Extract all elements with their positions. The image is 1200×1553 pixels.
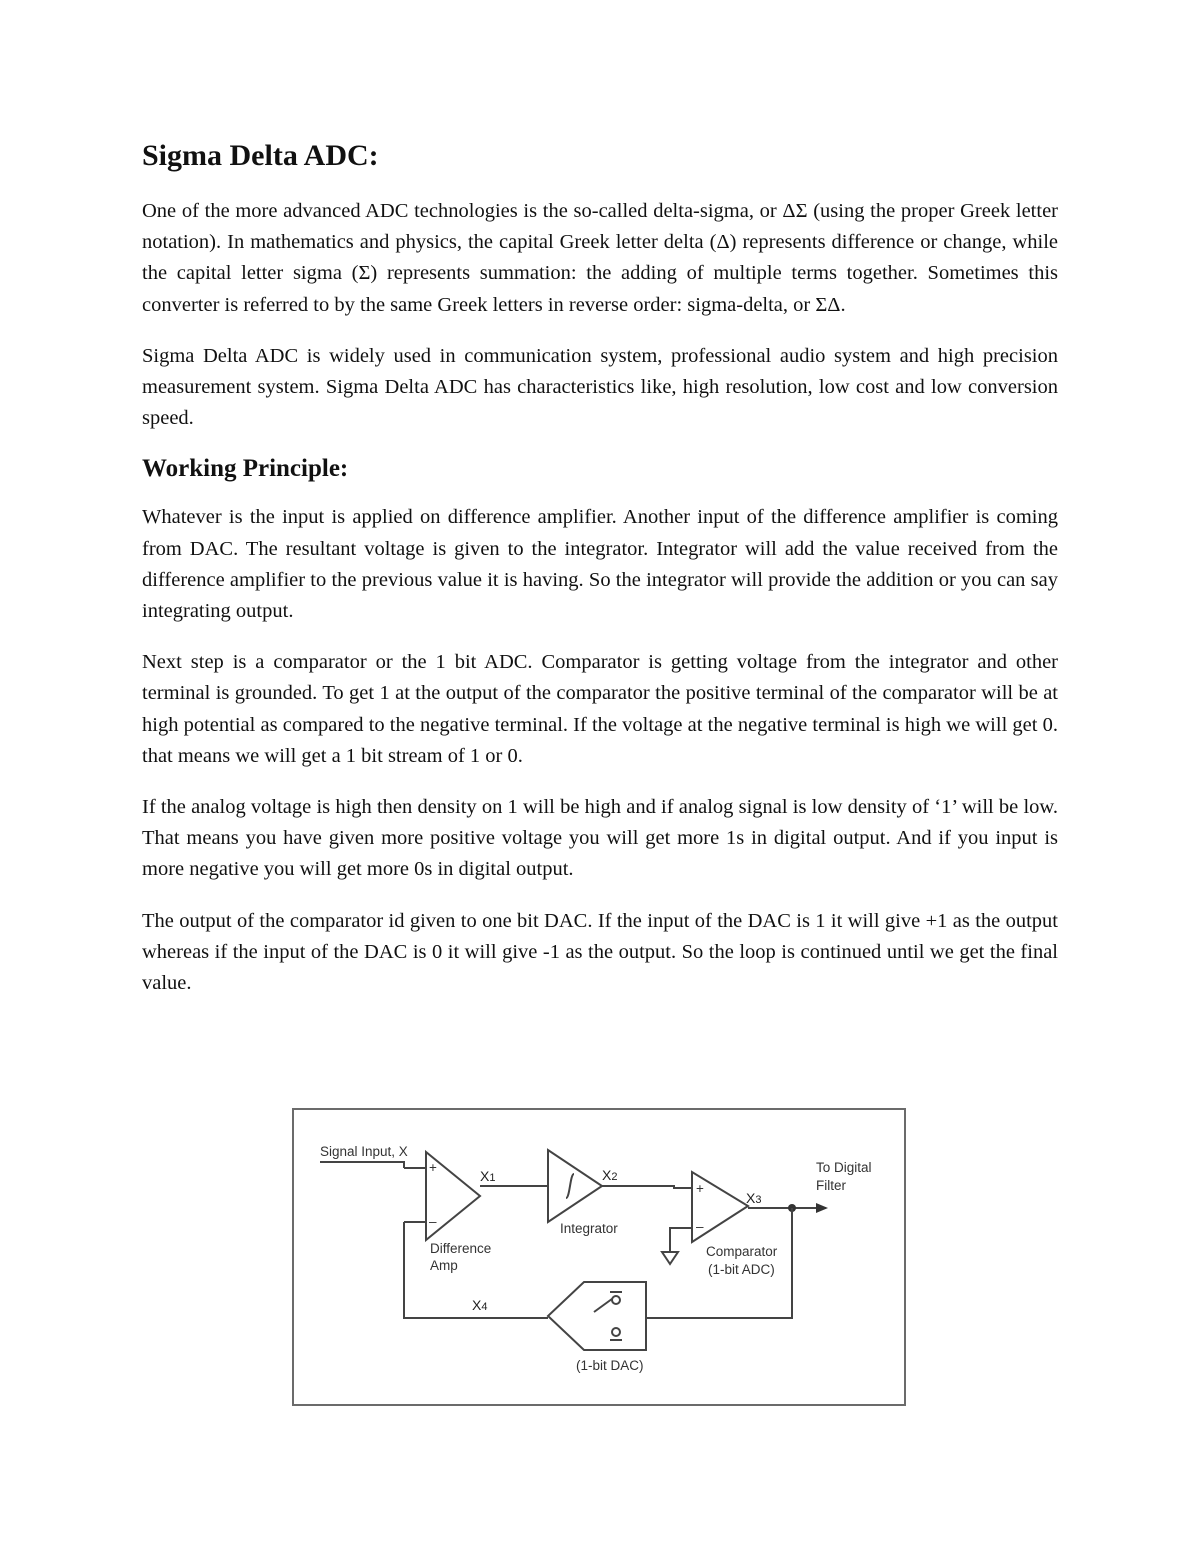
intro-paragraph-2: Sigma Delta ADC is widely used in communication system, professional audio system and high precision measurement system. Sigma Delta ADC has characteristics like, high resolution, low cost and low conversion speed. (142, 344, 1058, 430)
working-paragraph-1: Whatever is the input is applied on difference amplifier. Another input of the difference amplifier is coming from DAC. The resultant voltage is given to the integrator. Integrator will add the value received from the difference amplifier to the previous value it is having. So the integrator will provide the addition or you can say integrating output. (142, 506, 1058, 623)
working-paragraph-4: The output of the comparator id given to one bit DAC. If the input of the DAC is 1 it will give +1 as the output whereas if the input of the DAC is 0 it will give -1 as the output. So the loop is continued until we get the final value. (142, 909, 1058, 995)
working-paragraph-3: If the analog voltage is high then density on 1 will be high and if analog signal is low density of ‘1’ will be low. That means you have given more positive voltage you will get more 1s in digital output. And if you input is more negative you will get more 0s in digital output. (142, 796, 1058, 881)
difference-amp-minus-sign: – (429, 1214, 437, 1229)
comparator-label-line1: Comparator (706, 1244, 778, 1259)
working-paragraph-2: Next step is a comparator or the 1 bit ADC. Comparator is getting voltage from the integrator and other terminal is grounded. To get 1 at the output of the comparator the positive terminal of the comparator will be at high potential as compared to the negative terminal. If the voltage at the negative terminal is high we will get 0. that means we will get a 1 bit stream of 1 or 0. (142, 651, 1058, 767)
comparator-label-line2: (1-bit ADC) (708, 1262, 775, 1277)
comparator-ground-wire (670, 1228, 692, 1252)
to-digital-filter-line2: Filter (816, 1178, 846, 1193)
ground-icon (662, 1252, 678, 1264)
sigma-delta-block-diagram (292, 1108, 906, 1406)
x1-label: X1 (480, 1168, 496, 1184)
intro-paragraph-1: One of the more advanced ADC technologies is the so-called delta-sigma, or ΔΣ (using the proper Greek letter notation). In mathematics and physics, the capital Greek letter delta (Δ) represents difference or change, while the capital letter sigma (Σ) represents summation: the adding of multiple terms together. Sometimes this converter is referred to by the same Greek letters in reverse order: sigma-delta, or ΣΔ. (142, 200, 1058, 316)
dac-label: (1-bit DAC) (576, 1358, 644, 1373)
difference-amp-label-line1: Difference (430, 1241, 492, 1256)
dac-switch-contact-top (612, 1296, 620, 1304)
x2-label: X2 (602, 1167, 618, 1183)
comparator-minus-sign: – (696, 1219, 704, 1234)
integrator-symbol (548, 1150, 602, 1222)
dac-switch-contact-bottom (612, 1328, 620, 1336)
dac-symbol (548, 1282, 646, 1350)
signal-input-label: Signal Input, X (320, 1144, 408, 1159)
difference-amp-label-line2: Amp (430, 1258, 458, 1273)
comparator-plus-sign: + (696, 1181, 704, 1196)
difference-amp-plus-sign: + (429, 1160, 437, 1175)
x3-label: X3 (746, 1190, 762, 1206)
integrator-label: Integrator (560, 1221, 618, 1236)
to-digital-filter-line1: To Digital (816, 1160, 872, 1175)
x2-wire (602, 1186, 692, 1188)
document-title: Sigma Delta ADC: (142, 139, 379, 172)
diagram-svg (294, 1110, 904, 1404)
document-body (142, 138, 1058, 1019)
signal-input-wire (320, 1162, 404, 1168)
x4-label: X4 (472, 1297, 488, 1313)
section-heading-working-principle: Working Principle: (142, 455, 349, 483)
